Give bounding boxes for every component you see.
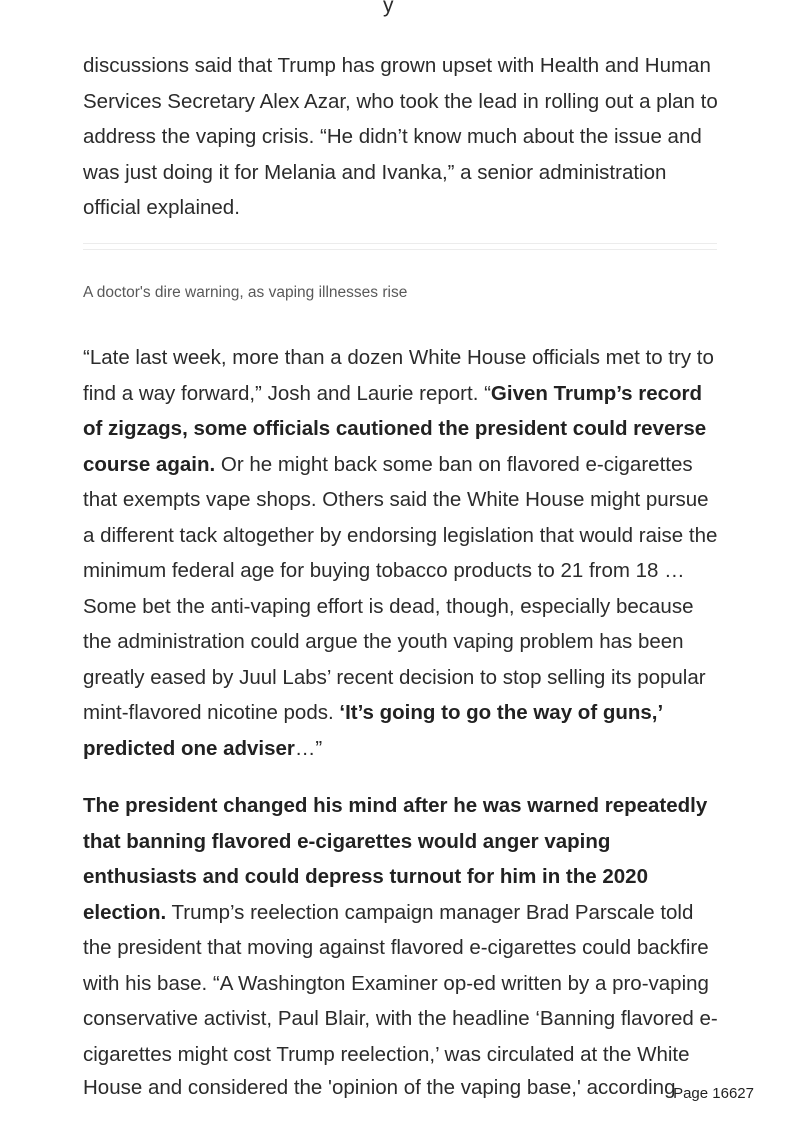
paragraph-2-bold-1: Given Trump’s record of zigzags, some officials cautioned the president could reverse course again. xyxy=(83,381,707,476)
cut-off-top-glyph: y xyxy=(383,0,394,17)
paragraph-2-text-3: …” xyxy=(294,736,323,760)
section-divider xyxy=(83,243,717,250)
page-number: Page 16627 xyxy=(673,1085,754,1102)
cut-off-bottom-line xyxy=(83,1076,676,1099)
paragraph-3-text-1: Trump’s reelection campaign manager Brad Parscale told the president that moving against flavored e-cigarettes could backfire with his base. “A Washington Examiner op-ed written by a pro-vaping conservative activist, Paul Blair, with the headline ‘Banning flavored e-cigarettes might cost Trump reelection,’ was circulated at the White xyxy=(83,900,718,1066)
article-paragraph-1: discussions said that Trump has grown upset with Health and Human Services Secretary Alex Azar, who took the lead in rolling out a plan to address the vaping crisis. “He didn’t know much about the issue and was just doing it for Melania and Ivanka,” a senior administration official explained. xyxy=(83,54,718,219)
paragraph-2-bold-2: ‘It’s going to go the way of guns,’ predicted one adviser xyxy=(83,701,663,760)
article-paragraph-3 xyxy=(83,788,723,1072)
article-paragraph-2 xyxy=(83,340,723,766)
cut-off-bottom-text: House and considered the 'opinion of the vaping base,' according xyxy=(83,1076,676,1099)
related-video-caption[interactable]: A doctor's dire warning, as vaping illnesses rise xyxy=(83,284,408,301)
paragraph-3-bold-1: The president changed his mind after he was warned repeatedly that banning flavored e-cigarettes would anger vaping enthusiasts and could depress turnout for him in the 2020 election. xyxy=(83,794,708,924)
paragraph-2-text-2: Or he might back some ban on flavored e-cigarettes that exempts vape shops. Others said the White House might pursue a different tack altogether by endorsing legislation that would raise the minimum federal age for buying tobacco products to 21 from 18 … Some bet the anti-vaping effort is dead, though, especially because the administration could argue the youth vaping problem has been greatly eased by Juul Labs’ recent decision to stop selling its popular mint-flavored nicotine pods. xyxy=(83,452,718,724)
paragraph-2-text-1: “Late last week, more than a dozen White House officials met to try to find a way forward,” Josh and Laurie report. “ xyxy=(83,346,714,405)
cut-off-top-line xyxy=(83,0,723,38)
